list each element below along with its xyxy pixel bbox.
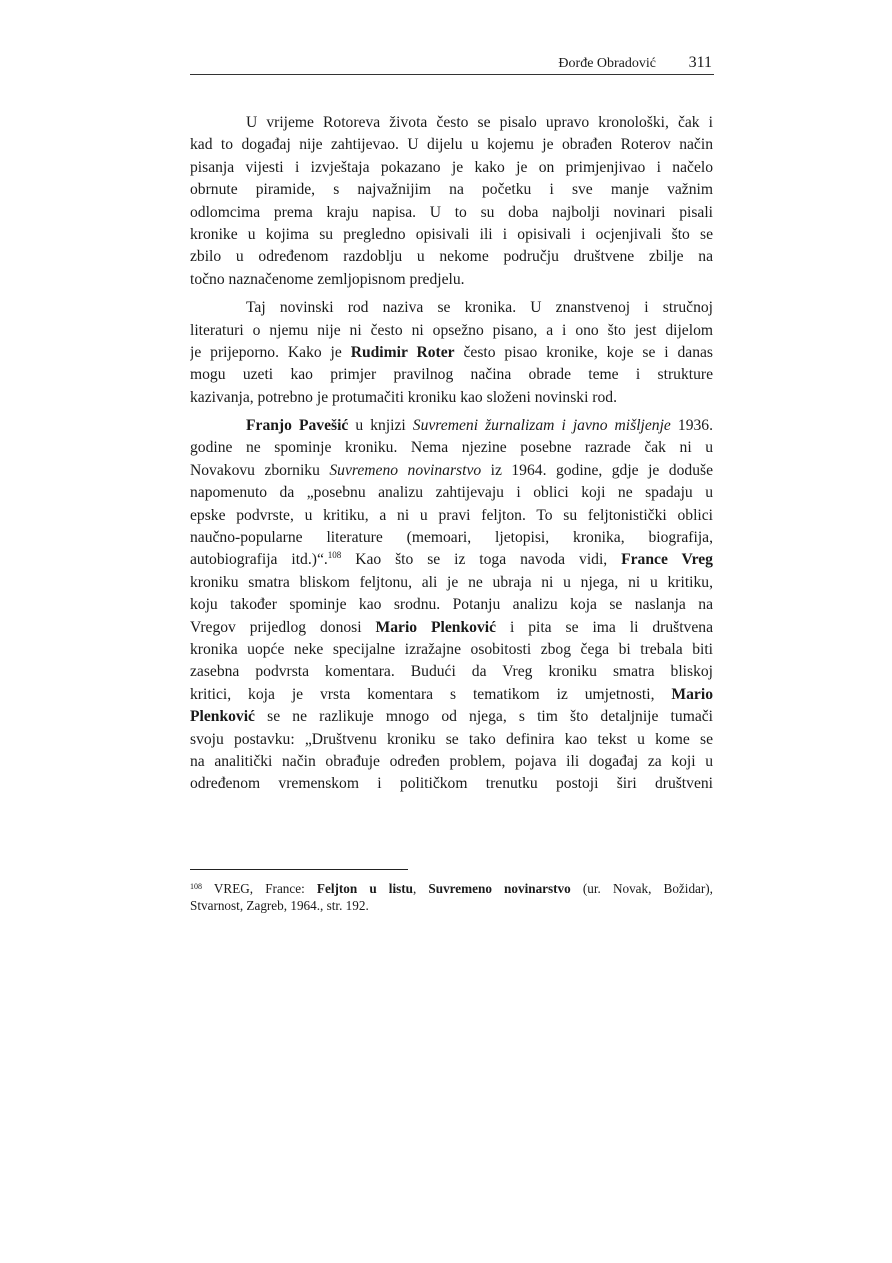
footnote-line — [190, 880, 713, 897]
text-span: iz 1964. godine, gdje je doduše — [481, 461, 713, 479]
body-text — [190, 112, 713, 802]
book-title: Suvremeno novinarstvo — [329, 461, 482, 479]
page-number: 311 — [688, 54, 712, 71]
text-span: 1936. — [670, 417, 713, 435]
text-line: obrnute piramide, s najvažnijim na početku i sve manje važnim — [190, 181, 713, 199]
header-author: Đorđe Obradović — [558, 56, 656, 71]
text-line: naučno-popularne literature (memoari, ljetopisi, kronika, biografija, — [190, 529, 713, 547]
footnote-reference[interactable]: 108 — [327, 550, 342, 561]
text-line: Taj novinski rod naziva se kronika. U znanstvenoj i stručnoj — [246, 299, 713, 317]
text-span: VREG, France: — [202, 881, 317, 896]
paragraph-1 — [190, 112, 713, 291]
author-name-plenkovic: Mario Plenković — [375, 618, 497, 636]
author-name-vreg: France Vreg — [621, 551, 713, 569]
text-span: u knjizi — [348, 417, 413, 435]
text-line: kroniku smatra bliskom feljtonu, ali je ne ubraja ni u njega, ni u kritiku, — [190, 573, 713, 591]
text-span: autobiografija itd.)“. — [190, 551, 328, 569]
footnote-line: Stvarnost, Zagreb, 1964., str. 192. — [190, 898, 369, 913]
text-line: točno naznačenome zemljopisnom predjelu. — [190, 270, 465, 288]
text-span: Kao što se iz toga navoda vidi, — [341, 551, 622, 569]
text-line: određenom vremenskom i političkom trenutku postoji širi društveni — [190, 775, 713, 793]
text-line: zasebna podvrsta komentara. Budući da Vreg kroniku smatra bliskoj — [190, 663, 713, 681]
text-line: kronike u kojima su pregledno opisivali ili i opisivali i ocjenjivali što se — [190, 225, 713, 243]
text-span: je prijeporno. Kako je — [190, 343, 351, 361]
text-span: Novakovu zborniku — [190, 461, 330, 479]
footnote-title: Suvremeno novinarstvo — [428, 881, 571, 896]
footnote-title: Feljton u listu — [316, 881, 413, 896]
text-span: često pisao kronike, koje se i danas — [454, 343, 713, 361]
text-span: , — [412, 881, 429, 896]
text-line: pisanja vijesti i izvještaja pokazano je kako je on primjenjivao i načelo — [190, 158, 713, 176]
text-line: kronika uopće neke specijalne izražajne osobitosti zbog čega bi trebala biti — [190, 640, 713, 658]
text-line: napomenuto da „posebnu analizu zahtijevaju i oblici koji ne spadaju u — [190, 484, 713, 502]
text-span: (ur. Novak, Božidar), — [570, 881, 713, 896]
text-line: mogu uzeti kao primjer pravilnog načina obrade teme i strukture — [190, 366, 713, 384]
text-line: literaturi o njemu nije ni često ni opsežno pisano, a i ono što jest dijelom — [190, 321, 713, 339]
text-line — [190, 684, 713, 706]
text-line — [190, 549, 713, 571]
text-line — [190, 617, 713, 639]
text-span: i pita se ima li društvena — [496, 618, 713, 636]
footnote — [190, 880, 713, 914]
text-span: Vregov prijedlog donosi — [190, 618, 376, 636]
text-line: U vrijeme Rotoreva života često se pisalo upravo kronološki, čak i — [246, 114, 713, 131]
text-line — [190, 342, 713, 364]
text-line: kad to događaj nije zahtijevao. U dijelu u kojemu je obrađen Roterov način — [190, 136, 713, 154]
text-line: odlomcima prema kraju napisa. U to su doba najbolji novinari pisali — [190, 203, 713, 221]
book-title: Suvremeni žurnalizam i javno mišljenje — [412, 417, 671, 435]
paragraph-2 — [190, 297, 713, 409]
author-name-mario: Mario — [671, 685, 713, 703]
author-name-roter: Rudimir Roter — [350, 343, 455, 361]
author-name-pavesic: Franjo Pavešić — [246, 417, 349, 435]
text-line: na analitički način obrađuje određen problem, pojava ili događaj za koji u — [190, 752, 713, 770]
author-name-plenkovic: Plenković — [190, 708, 255, 726]
text-line — [190, 415, 713, 437]
text-line: godine ne spominje kroniku. Nema njezine posebne razrade čak ni u — [190, 439, 713, 457]
paragraph-3 — [190, 415, 713, 796]
text-line — [190, 706, 713, 728]
running-header — [190, 54, 714, 75]
text-span: kritici, koja je vrsta komentara s tematikom iz umjetnosti, — [190, 685, 672, 703]
footnote-number: 108 — [190, 882, 202, 891]
text-line: epske podvrste, u kritiku, a ni u pravi feljton. To su feljtonistički oblici — [190, 506, 713, 524]
text-line — [190, 460, 713, 482]
text-span: se ne razlikuje mnogo od njega, s tim što detaljnije tumači — [254, 708, 713, 726]
footnote-separator — [190, 869, 408, 870]
text-line: zbilo u određenom razdoblju u nekome području društvene zbilje na — [190, 248, 713, 266]
text-line: svoju postavku: „Društvenu kroniku se tako definira kao tekst u kome se — [190, 730, 713, 748]
text-line: koju također spominje kao srodnu. Potanju analizu koja se naslanja na — [190, 596, 713, 614]
text-line: kazivanja, potrebno je protumačiti kroniku kao složeni novinski rod. — [190, 388, 617, 406]
